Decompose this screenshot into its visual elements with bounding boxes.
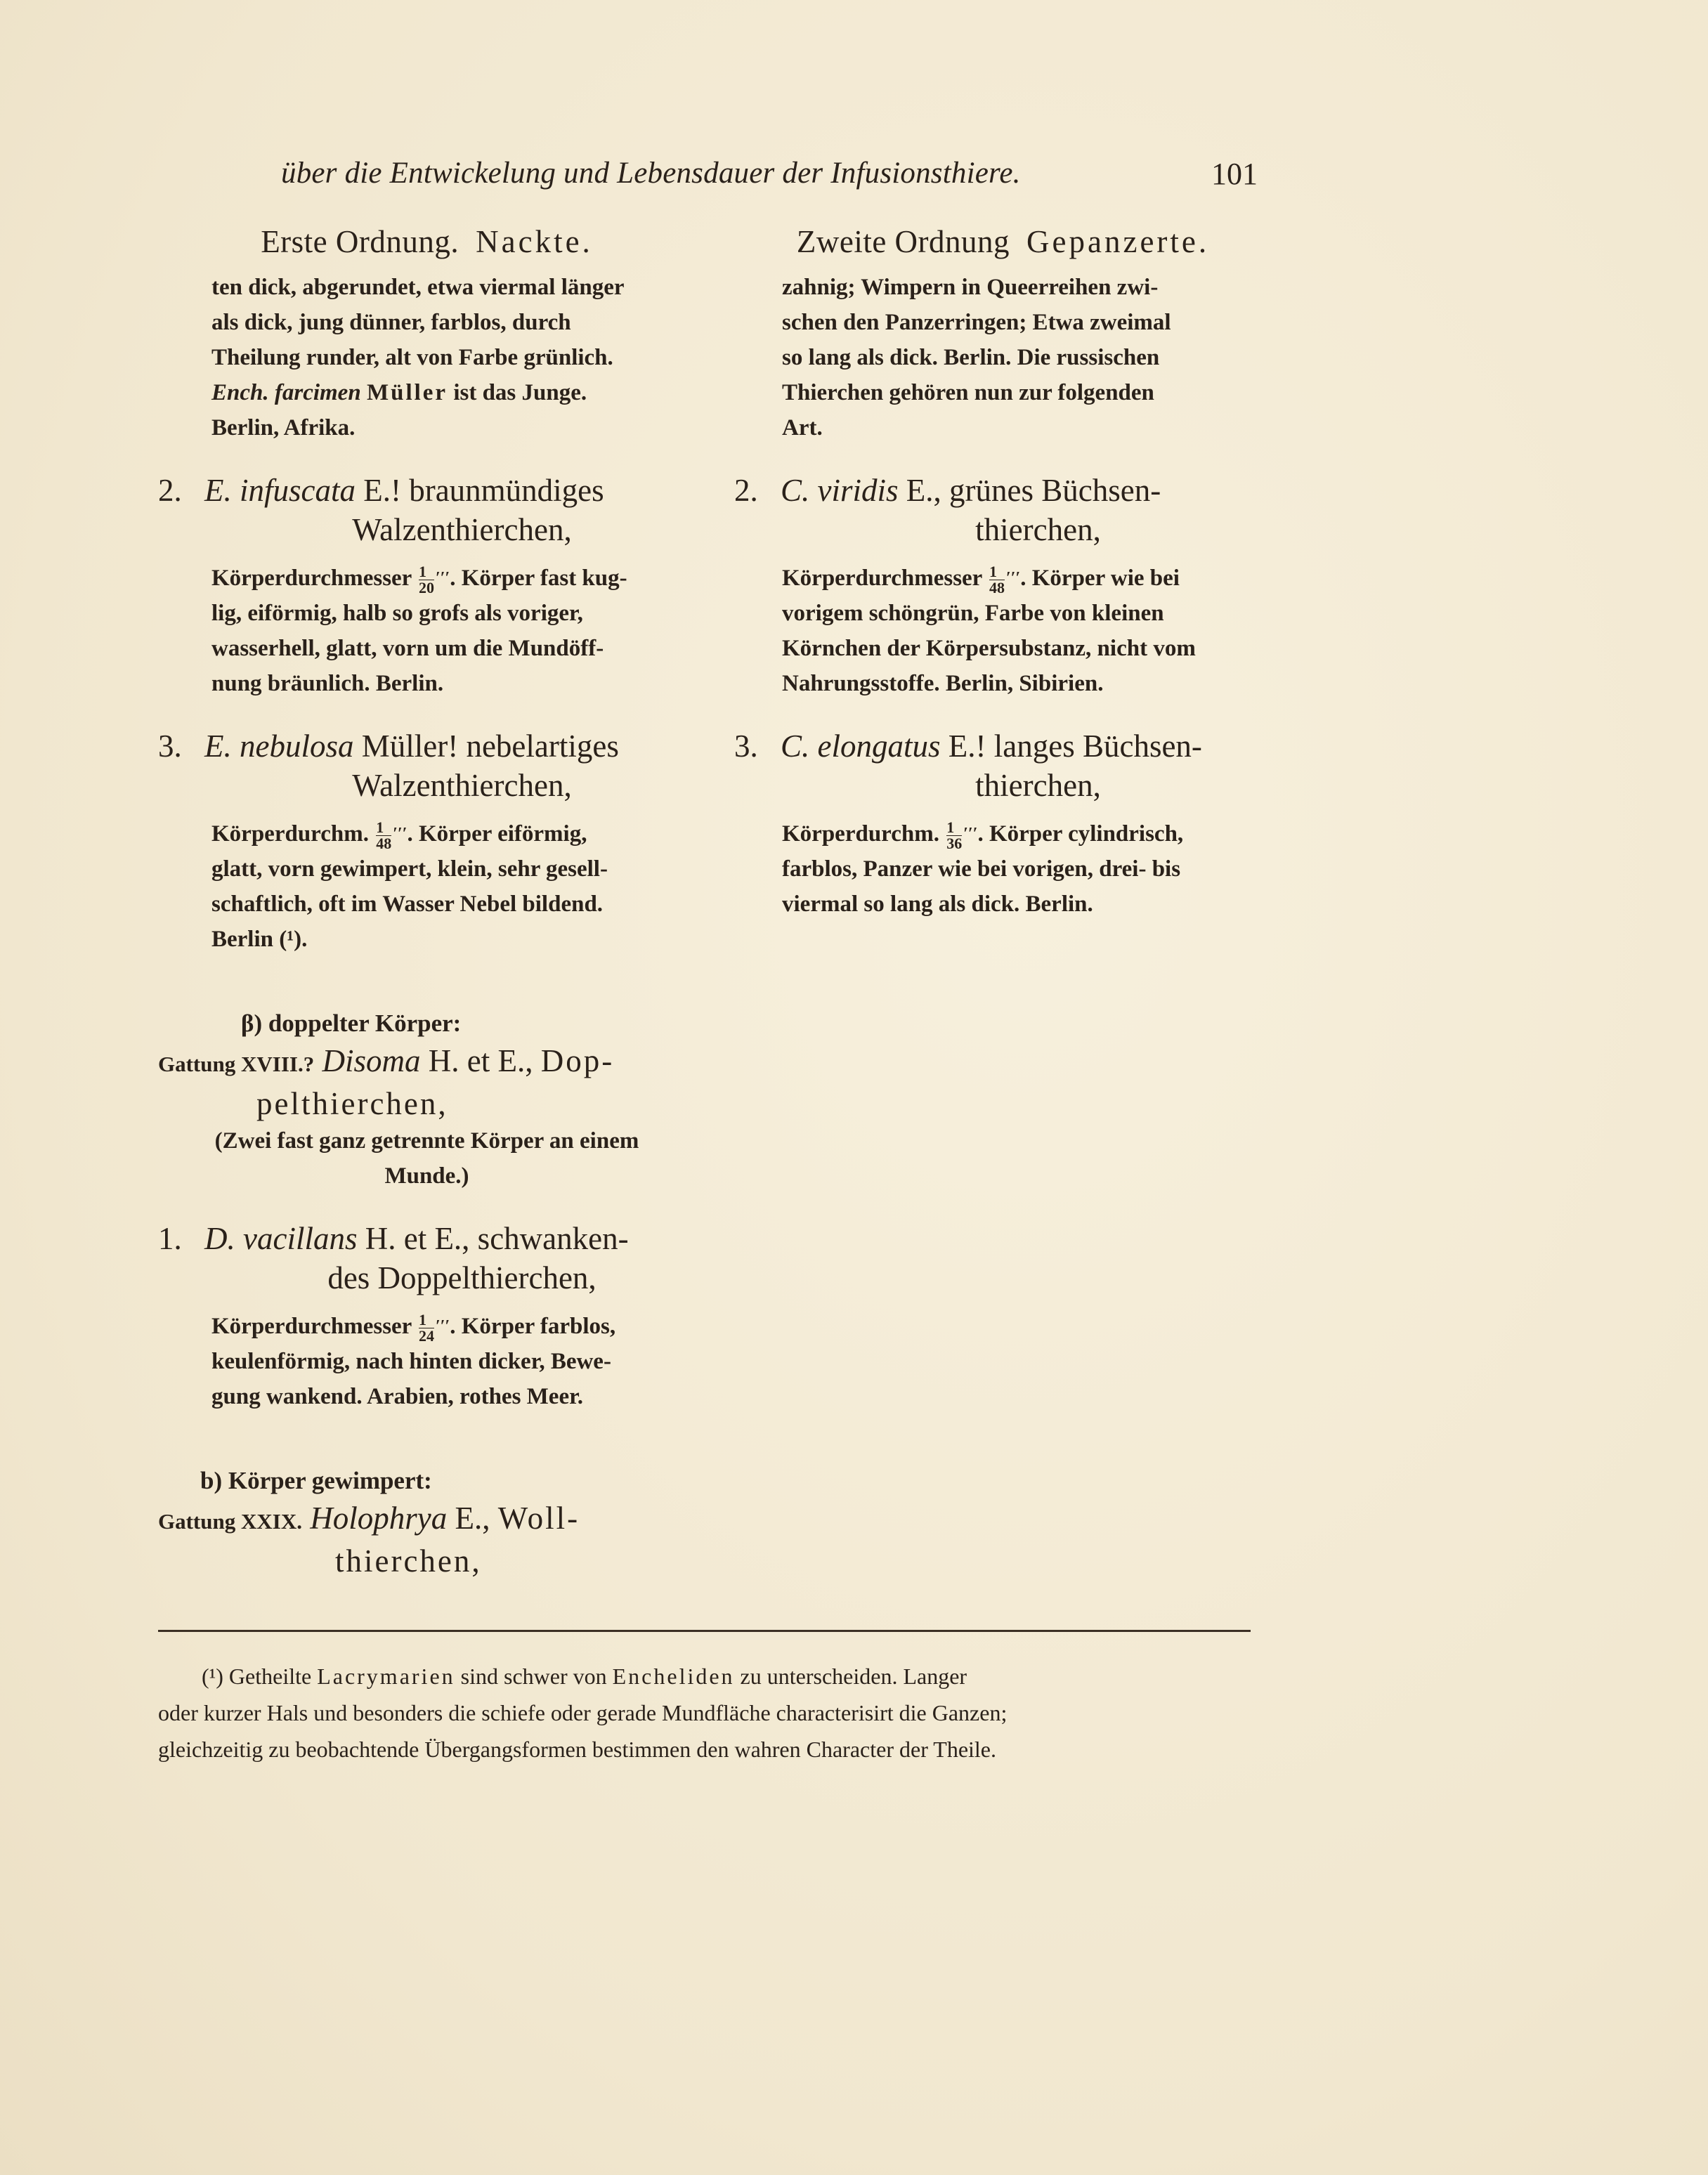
footnote-spaced-term: Encheliden — [612, 1664, 735, 1689]
fraction — [419, 1312, 434, 1344]
species-description — [782, 816, 1272, 922]
line-unit: ′′′ — [436, 569, 450, 587]
continuation-line: Thierchen gehören nun zur folgenden — [782, 380, 1154, 405]
continuation-line: schen den Panzerringen; Etwa zweimal — [782, 310, 1171, 335]
entry-number: 2. — [158, 473, 182, 508]
entry-number: 3. — [158, 729, 182, 764]
fraction-denominator: 48 — [376, 834, 392, 852]
footnote-rule — [158, 1630, 1251, 1632]
species-reference: Ench. farcimen — [211, 380, 361, 405]
author-name: Müller — [366, 380, 448, 405]
line-unit: ′′′ — [1006, 569, 1021, 587]
genus-label: Gattung XXIX. — [158, 1509, 302, 1534]
page-number: 101 — [1211, 157, 1258, 191]
line-unit: ′′′ — [436, 1317, 450, 1335]
entry-author: E., grünes Büchsen- — [906, 473, 1161, 508]
continuation-line: Berlin, Afrika. — [211, 415, 356, 440]
description-line: Berlin (¹). — [211, 927, 308, 952]
species-description — [211, 1309, 696, 1414]
continuation-line: Art. — [782, 415, 823, 440]
genus-author: E., — [455, 1501, 490, 1536]
footnote-text: Getheilte — [228, 1664, 312, 1689]
footnote-text: zu unterscheiden. Langer — [740, 1664, 967, 1689]
species-entry-heading — [734, 726, 1272, 805]
description-line: keulenförmig, nach hinten dicker, Bewe- — [211, 1349, 611, 1374]
description-line: wasserhell, glatt, vorn um die Mundöff- — [211, 636, 604, 661]
continuation-line: als dick, jung dünner, farblos, durch — [211, 310, 571, 335]
common-name: Walzenthierchen, — [352, 512, 572, 547]
right-column — [734, 223, 1272, 922]
description-text: . Körper wie bei — [1020, 566, 1180, 591]
entry-number: 2. — [734, 473, 758, 508]
species-description — [211, 561, 696, 701]
genus-heading — [158, 1041, 696, 1123]
description-line: nung bräunlich. Berlin. — [211, 671, 444, 696]
species-description — [782, 561, 1272, 701]
continuation-line: so lang als dick. Berlin. Die russischen — [782, 345, 1160, 370]
species-entry-heading — [734, 471, 1272, 549]
species-name: viridis — [817, 473, 899, 508]
fraction — [376, 820, 391, 851]
subsection-heading: β) doppelter Körper: — [241, 1010, 462, 1037]
fraction-numerator: 1 — [946, 820, 962, 836]
left-column — [158, 223, 696, 1581]
order-heading-spaced: Nackte. — [476, 224, 593, 259]
fraction-numerator: 1 — [989, 564, 1005, 580]
fraction-numerator: 1 — [419, 564, 434, 580]
fraction-denominator: 48 — [989, 578, 1005, 596]
genus-common-name-cont: thierchen, — [335, 1543, 482, 1579]
running-title: über die Entwickelung und Lebensdauer der Infusionsthiere. — [281, 157, 1021, 190]
fraction — [419, 564, 434, 596]
subsection-heading: b) Körper gewimpert: — [200, 1467, 432, 1494]
continuation-paragraph — [782, 270, 1272, 445]
fraction-denominator: 36 — [946, 834, 963, 852]
footnote-line: oder kurzer Hals und besonders die schiefe oder gerade Mundfläche characterisirt die Ganzen; — [158, 1700, 1008, 1725]
genus-abbrev: C. — [781, 729, 810, 764]
common-name: thierchen, — [975, 768, 1101, 803]
entry-author: E.! langes Büchsen- — [948, 729, 1202, 764]
measure-label: Körperdurchm. — [211, 821, 369, 847]
genus-abbrev: E. — [204, 473, 232, 508]
continuation-line: zahnig; Wimpern in Queerreihen zwi- — [782, 275, 1159, 300]
genus-abbrev: C. — [781, 473, 810, 508]
order-heading-right — [734, 223, 1272, 270]
description-line: glatt, vorn gewimpert, klein, sehr gesell- — [211, 856, 608, 882]
entry-author: H. et E., schwanken- — [365, 1221, 629, 1256]
description-text: . Körper cylindrisch, — [977, 821, 1184, 847]
description-text: . Körper fast kug- — [450, 566, 627, 591]
species-name: nebulosa — [240, 729, 354, 764]
species-description — [211, 816, 696, 957]
species-entry-heading — [158, 471, 696, 549]
fraction-numerator: 1 — [419, 1312, 434, 1328]
entry-number: 3. — [734, 729, 758, 764]
common-name: des Doppelthierchen, — [327, 1260, 597, 1295]
fraction-numerator: 1 — [376, 820, 391, 836]
genus-heading — [158, 1498, 696, 1581]
footnote-text: sind schwer von — [460, 1664, 607, 1689]
description-line: schaftlich, oft im Wasser Nebel bildend. — [211, 891, 604, 917]
description-line: viermal so lang als dick. Berlin. — [782, 891, 1093, 917]
genus-name: Disoma — [322, 1043, 421, 1078]
description-line: Körnchen der Körpersubstanz, nicht vom — [782, 636, 1196, 661]
description-line: lig, eiförmig, halb so grofs als voriger, — [211, 601, 583, 626]
line-unit: ′′′ — [963, 825, 978, 843]
description-line: gung wankend. Arabien, rothes Meer. — [211, 1384, 583, 1409]
entry-number: 1. — [158, 1221, 182, 1256]
species-name: vacillans — [243, 1221, 358, 1256]
order-heading-spaced: Gepanzerte. — [1026, 224, 1210, 259]
fraction-denominator: 20 — [419, 578, 434, 596]
genus-common-name: Dop- — [540, 1043, 615, 1078]
genus-author: H. et E., — [428, 1043, 533, 1078]
continuation-line — [211, 375, 696, 410]
order-heading-left — [158, 223, 696, 270]
running-head — [281, 156, 1258, 198]
fraction — [946, 820, 962, 851]
order-heading-text: Erste Ordnung. — [261, 224, 459, 259]
fraction-denominator: 24 — [419, 1326, 434, 1345]
species-entry-heading — [158, 1219, 696, 1298]
footnote — [158, 1658, 1251, 1768]
entry-author: Müller! nebelartiges — [361, 729, 619, 764]
footnote-line: gleichzeitig zu beobachtende Übergangsformen bestimmen den wahren Character der Theile. — [158, 1737, 996, 1762]
species-name: infuscata — [240, 473, 356, 508]
footnote-spaced-term: Lacrymarien — [317, 1664, 455, 1689]
genus-label: Gattung XVIII.? — [158, 1052, 315, 1076]
continuation-line: ten dick, abgerundet, etwa viermal länger — [211, 275, 625, 300]
genus-common-name: Woll- — [497, 1501, 580, 1536]
genus-name: Holophrya — [310, 1501, 448, 1536]
species-name: elongatus — [817, 729, 941, 764]
description-text: . Körper farblos, — [450, 1314, 616, 1339]
measure-label: Körperdurchmesser — [782, 566, 982, 591]
species-entry-heading — [158, 726, 696, 805]
measure-label: Körperdurchmesser — [211, 1314, 412, 1339]
entry-author: E.! braunmündiges — [363, 473, 604, 508]
continuation-line: Theilung runder, alt von Farbe grünlich. — [211, 345, 613, 370]
description-line: vorigem schöngrün, Farbe von kleinen — [782, 601, 1164, 626]
common-name: thierchen, — [975, 512, 1101, 547]
genus-note — [158, 1123, 696, 1194]
footnote-marker: (¹) — [202, 1664, 223, 1689]
order-heading-text: Zweite Ordnung — [796, 224, 1010, 259]
description-line: Nahrungsstoffe. Berlin, Sibirien. — [782, 671, 1104, 696]
line-unit: ′′′ — [393, 825, 408, 843]
continuation-paragraph — [211, 270, 696, 445]
genus-abbrev: D. — [204, 1221, 235, 1256]
fraction — [989, 564, 1005, 596]
genus-note-line: Munde.) — [384, 1163, 469, 1189]
measure-label: Körperdurchmesser — [211, 566, 412, 591]
description-line: farblos, Panzer wie bei vorigen, drei- bis — [782, 856, 1181, 882]
measure-label: Körperdurchm. — [782, 821, 939, 847]
genus-note-line: (Zwei fast ganz getrennte Körper an einem — [214, 1128, 639, 1154]
common-name: Walzenthierchen, — [352, 768, 572, 803]
genus-common-name-cont: pelthierchen, — [256, 1086, 448, 1121]
continuation-text: ist das Junge. — [453, 380, 587, 405]
description-text: . Körper eiförmig, — [407, 821, 587, 847]
genus-abbrev: E. — [204, 729, 232, 764]
